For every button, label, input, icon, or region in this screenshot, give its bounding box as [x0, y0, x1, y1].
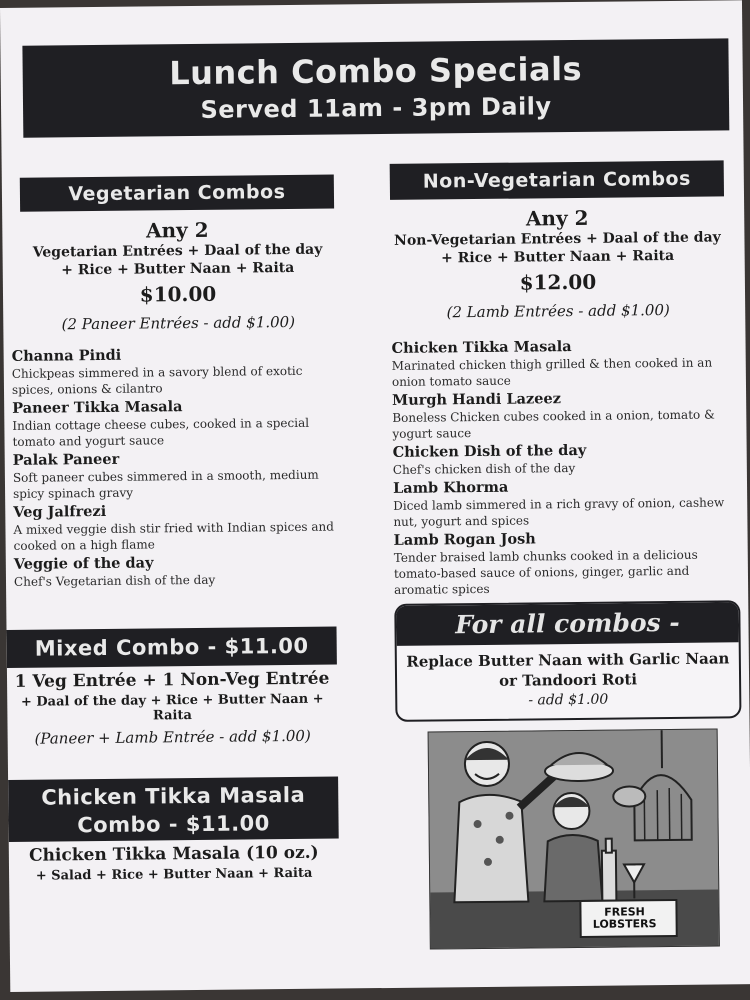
item-description: Chef's chicken dish of the day [392, 461, 576, 477]
item-description: Soft paneer cubes simmered in a smooth, medium spicy spinach gravy [12, 467, 319, 501]
vegetarian-banner: Vegetarian Combos [20, 175, 334, 212]
nonvegetarian-line2: + Rice + Butter Naan + Raita [441, 247, 675, 267]
nonvegetarian-line1: Non-Vegetarian Entrées + Daal of the day [394, 229, 721, 249]
ctm-combo-details [9, 842, 339, 883]
vegetarian-note: (2 Paneer Entrées - add $1.00) [61, 312, 296, 334]
list-item [14, 552, 344, 589]
item-name: Murgh Handi Lazeez [392, 390, 562, 409]
mixed-line2: + Daal of the day + Rice + Butter Naan + Raita [20, 691, 324, 724]
vegetarian-line2: + Rice + Butter Naan + Raita [61, 259, 295, 279]
list-item [13, 448, 344, 501]
list-item [392, 388, 739, 442]
list-item [391, 336, 738, 390]
item-name: Lamb Khorma [392, 478, 509, 497]
item-name: Channa Pindi [11, 346, 122, 365]
item-description: Indian cottage cheese cubes, cooked in a special tomato and yogurt sauce [12, 415, 310, 449]
vegetarian-line1: Vegetarian Entrées + Daal of the day [32, 241, 323, 261]
nonvegetarian-banner: Non-Vegetarian Combos [390, 160, 724, 199]
nonvegetarian-note: (2 Lamb Entrées - add $1.00) [446, 301, 670, 322]
item-description: Chef's Vegetarian dish of the day [13, 572, 216, 589]
vegetarian-price: $10.00 [139, 281, 217, 307]
all-combos-price: - add $1.00 [528, 691, 609, 709]
list-item [394, 528, 741, 598]
list-item [393, 476, 740, 530]
item-name: Veggie of the day [13, 554, 154, 573]
nonvegetarian-price: $12.00 [519, 269, 597, 295]
list-item [393, 440, 739, 478]
list-item [12, 396, 343, 449]
item-description: A mixed veggie dish stir fried with Indian spices and cooked on a high flame [13, 519, 334, 553]
sign-line2: LOBSTERS [592, 917, 657, 931]
item-description: Tender braised lamb chunks cooked in a delicious tomato-based sauce of onions, ginger, garlic and aromatic spices [393, 547, 698, 597]
item-description: Marinated chicken thigh grilled & then cooked in an onion tomato sauce [391, 355, 713, 389]
ctm-line2: + Salad + Rice + Butter Naan + Raita [35, 865, 313, 884]
all-combos-line2: or Tandoori Roti [499, 670, 638, 690]
nonvegetarian-combo-summary [390, 204, 725, 321]
nonvegetarian-any2: Any 2 [525, 205, 589, 231]
item-name: Chicken Tikka Masala [391, 338, 572, 357]
list-item [12, 344, 343, 397]
menu-title: Lunch Combo Specials [169, 49, 583, 93]
header-banner [22, 38, 729, 137]
all-combos-box [394, 600, 741, 722]
sign-line1: FRESH [604, 905, 645, 919]
ctm-combo-banner [8, 777, 339, 842]
item-name: Lamb Rogan Josh [393, 530, 536, 549]
nonvegetarian-item-list [391, 336, 740, 600]
vegetarian-any2: Any 2 [145, 217, 209, 243]
mixed-line1: 1 Veg Entrée + 1 Non-Veg Entrée [14, 668, 330, 692]
vegetarian-item-list [12, 344, 345, 591]
mixed-combo-details [7, 669, 338, 748]
item-name: Veg Jalfrezi [13, 502, 107, 521]
item-name: Palak Paneer [12, 450, 120, 469]
item-description: Diced lamb simmered in a rich gravy of onion, cashew nut, yogurt and spices [393, 495, 725, 529]
item-name: Chicken Dish of the day [392, 441, 587, 461]
all-combos-line1: Replace Butter Naan with Garlic Naan [406, 649, 730, 671]
item-description: Chickpeas simmered in a savory blend of exotic spices, onions & cilantro [11, 363, 303, 397]
all-combos-body [397, 642, 740, 710]
mixed-note: (Paneer + Lamb Entrée - add $1.00) [34, 726, 311, 748]
item-name: Paneer Tikka Masala [12, 398, 183, 417]
item-description: Boneless Chicken cubes cooked in a onion, tomato & yogurt sauce [392, 407, 715, 441]
all-combos-heading: For all combos - [396, 602, 738, 646]
ctm-banner-line2: Combo - $11.00 [77, 811, 270, 838]
vegetarian-combo-summary [20, 217, 335, 334]
list-item [13, 500, 344, 553]
mixed-combo-banner: Mixed Combo - $11.00 [7, 627, 337, 668]
ctm-banner-line1: Chicken Tikka Masala [41, 782, 306, 810]
waiter-cartoon-icon [428, 729, 720, 950]
fresh-lobsters-sign [584, 906, 664, 931]
ctm-line1: Chicken Tikka Masala (10 oz.) [28, 842, 319, 866]
menu-subtitle: Served 11am - 3pm Daily [200, 92, 552, 124]
